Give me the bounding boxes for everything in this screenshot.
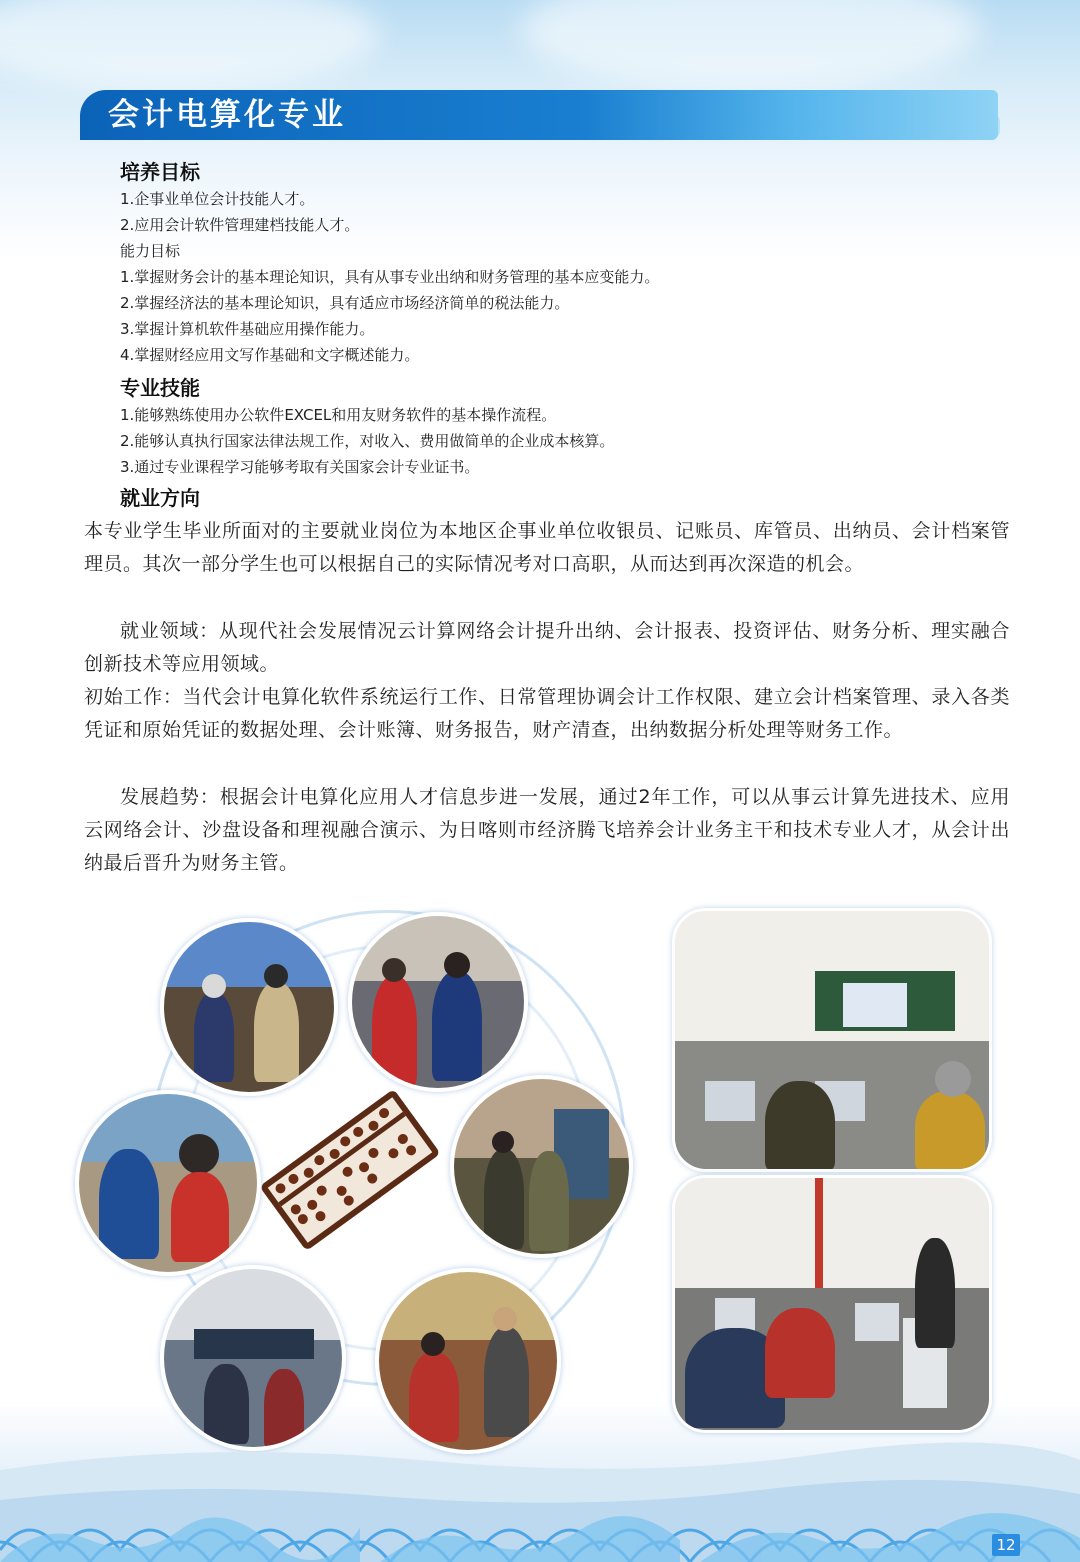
cloud-decoration <box>0 0 380 90</box>
skills-heading: 专业技能 <box>120 376 200 400</box>
goals-heading: 培养目标 <box>120 160 200 184</box>
page-title: 会计电算化专业 <box>108 97 346 133</box>
goal-item: 1.企事业单位会计技能人才。 <box>120 190 315 208</box>
page-number: 12 <box>992 1534 1020 1556</box>
employment-paragraph: 初始工作：当代会计电算化软件系统运行工作、日常管理协调会计工作权限、建立会计档案管理、录入各类凭证和原始凭证的数据处理、会计账簿、财务报告，财产清查，出纳数据分析处理等财务工作。 <box>84 686 1010 741</box>
ability-item: 3.掌握计算机软件基础应用操作能力。 <box>120 320 375 338</box>
wave-decoration <box>0 1430 1080 1562</box>
employment-paragraph: 发展趋势：根据会计电算化应用人才信息步进一发展，通过2年工作，可以从事云计算先进技术、应用云网络会计、沙盘设备和理视融合演示、为日喀则市经济腾飞培养会计业务主干和技术专业人才，从会计出纳最后晋升为财务主管。 <box>84 786 1010 874</box>
employment-heading: 就业方向 <box>120 486 200 510</box>
cloud-decoration <box>520 0 980 90</box>
employment-paragraph: 本专业学生毕业所面对的主要就业岗位为本地区企事业单位收银员、记账员、库管员、出纳员、会计档案管理员。其次一部分学生也可以根据自己的实际情况考对口高职，从而达到再次深造的机会。 <box>84 520 1010 575</box>
goal-item: 2.应用会计软件管理建档技能人才。 <box>120 216 360 234</box>
photo-computer-lab <box>160 1265 346 1451</box>
photo-smartboard-class <box>450 1075 633 1258</box>
ability-item: 2.掌握经济法的基本理论知识，具有适应市场经济简单的税法能力。 <box>120 294 570 312</box>
photo-computer-practice <box>672 1175 992 1433</box>
photo-calculator-practice <box>75 1090 261 1276</box>
ability-item: 4.掌握财经应用文写作基础和文字概述能力。 <box>120 346 420 364</box>
ability-heading: 能力目标 <box>120 242 181 260</box>
employment-paragraph: 就业领域：从现代社会发展情况云计算网络会计提升出纳、会计报表、投资评估、财务分析、理实融合创新技术等应用领域。 <box>84 620 1010 675</box>
ability-item: 1.掌握财务会计的基本理论知识，具有从事专业出纳和财务管理的基本应变能力。 <box>120 268 660 286</box>
photo-outdoor-exhibit <box>375 1268 561 1454</box>
photo-students-outdoors <box>348 912 528 1092</box>
skill-item: 1.能够熟练使用办公软件EXCEL和用友财务软件的基本操作流程。 <box>120 406 557 424</box>
photo-classroom-lecture <box>672 908 992 1172</box>
skill-item: 3.通过专业课程学习能够考取有关国家会计专业证书。 <box>120 458 480 476</box>
photo-outdoor-crowd <box>160 918 338 1096</box>
skill-item: 2.能够认真执行国家法律法规工作，对收入、费用做简单的企业成本核算。 <box>120 432 615 450</box>
